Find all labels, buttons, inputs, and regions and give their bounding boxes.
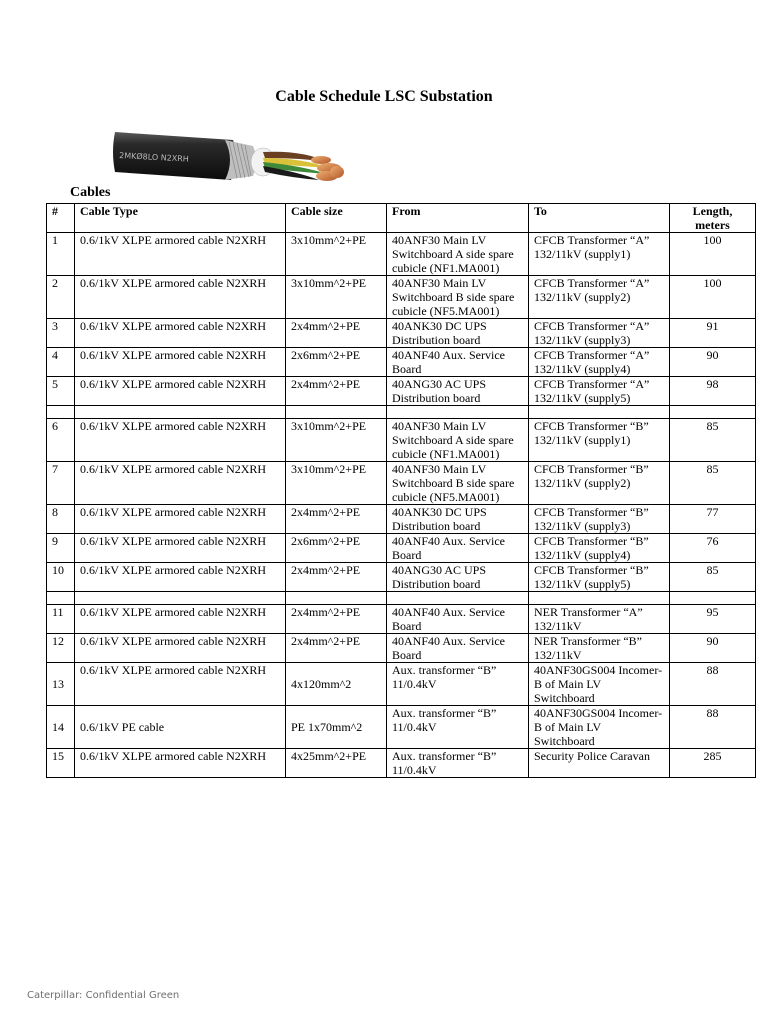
cell-cable-type: 0.6/1kV XLPE armored cable N2XRH <box>75 663 286 706</box>
cell-from: 40ANF40 Aux. Service Board <box>387 534 529 563</box>
cell-num: 6 <box>47 419 75 462</box>
separator-row <box>47 406 756 419</box>
cell-length: 91 <box>670 319 756 348</box>
cell-to: CFCB Transformer “A” 132/11kV (supply5) <box>529 377 670 406</box>
cell-cable-type: 0.6/1kV XLPE armored cable N2XRH <box>75 319 286 348</box>
cell-cable-type: 0.6/1kV XLPE armored cable N2XRH <box>75 563 286 592</box>
table-row <box>47 505 756 534</box>
cell-cable-type: 0.6/1kV XLPE armored cable N2XRH <box>75 505 286 534</box>
column-header: Cable Type <box>75 204 286 233</box>
cell-num: 3 <box>47 319 75 348</box>
cell-cable-size: 3x10mm^2+PE <box>286 276 387 319</box>
section-label: Cables <box>70 185 111 200</box>
empty-cell <box>286 592 387 605</box>
cell-to: CFCB Transformer “A” 132/11kV (supply1) <box>529 233 670 276</box>
table-row <box>47 233 756 276</box>
cell-cable-type: 0.6/1kV XLPE armored cable N2XRH <box>75 749 286 778</box>
cell-cable-type: 0.6/1kV XLPE armored cable N2XRH <box>75 276 286 319</box>
separator-row <box>47 592 756 605</box>
table-row <box>47 706 756 749</box>
cell-length: 76 <box>670 534 756 563</box>
cell-num: 8 <box>47 505 75 534</box>
cell-cable-size: 2x4mm^2+PE <box>286 505 387 534</box>
cell-cable-size: 4x25mm^2+PE <box>286 749 387 778</box>
cell-to: CFCB Transformer “A” 132/11kV (supply4) <box>529 348 670 377</box>
cell-cable-type: 0.6/1kV XLPE armored cable N2XRH <box>75 462 286 505</box>
cell-num: 13 <box>47 663 75 706</box>
cell-from: 40ANG30 AC UPS Distribution board <box>387 377 529 406</box>
cell-cable-size: 2x4mm^2+PE <box>286 377 387 406</box>
cell-length: 285 <box>670 749 756 778</box>
table-row <box>47 319 756 348</box>
cell-cable-type: 0.6/1kV XLPE armored cable N2XRH <box>75 377 286 406</box>
cell-from: Aux. transformer “B” 11/0.4kV <box>387 706 529 749</box>
cell-num: 14 <box>47 706 75 749</box>
cell-length: 90 <box>670 348 756 377</box>
cell-to: CFCB Transformer “A” 132/11kV (supply3) <box>529 319 670 348</box>
cell-num: 7 <box>47 462 75 505</box>
cell-num: 4 <box>47 348 75 377</box>
confidentiality-footer: Caterpillar: Confidential Green <box>27 990 180 1001</box>
cell-to: CFCB Transformer “B” 132/11kV (supply4) <box>529 534 670 563</box>
cell-cable-size: 3x10mm^2+PE <box>286 419 387 462</box>
cell-cable-type: 0.6/1kV PE cable <box>75 706 286 749</box>
cell-from: 40ANF30 Main LV Switchboard B side spare cubicle (NF5.MA001) <box>387 462 529 505</box>
cell-length: 85 <box>670 563 756 592</box>
cell-cable-type: 0.6/1kV XLPE armored cable N2XRH <box>75 605 286 634</box>
cell-from: 40ANK30 DC UPS Distribution board <box>387 319 529 348</box>
cell-cable-type: 0.6/1kV XLPE armored cable N2XRH <box>75 233 286 276</box>
cell-length: 88 <box>670 663 756 706</box>
cell-length: 100 <box>670 276 756 319</box>
cell-to: NER Transformer “A” 132/11kV <box>529 605 670 634</box>
cell-num: 10 <box>47 563 75 592</box>
cell-cable-size: 2x6mm^2+PE <box>286 348 387 377</box>
table-row <box>47 605 756 634</box>
cell-length: 85 <box>670 419 756 462</box>
empty-cell <box>387 592 529 605</box>
cell-cable-size: 3x10mm^2+PE <box>286 462 387 505</box>
table-row <box>47 534 756 563</box>
cell-num: 2 <box>47 276 75 319</box>
cell-cable-size: 2x4mm^2+PE <box>286 563 387 592</box>
table-body <box>47 233 756 778</box>
empty-cell <box>387 406 529 419</box>
cell-to: 40ANF30GS004 Incomer-B of Main LV Switchboard <box>529 706 670 749</box>
empty-cell <box>286 406 387 419</box>
cell-from: 40ANG30 AC UPS Distribution board <box>387 563 529 592</box>
cell-from: 40ANF40 Aux. Service Board <box>387 348 529 377</box>
cell-num: 15 <box>47 749 75 778</box>
cell-to: 40ANF30GS004 Incomer-B of Main LV Switchboard <box>529 663 670 706</box>
empty-cell <box>47 592 75 605</box>
cell-length: 100 <box>670 233 756 276</box>
column-header: Cable size <box>286 204 387 233</box>
cell-length: 98 <box>670 377 756 406</box>
cell-num: 1 <box>47 233 75 276</box>
cell-from: 40ANF40 Aux. Service Board <box>387 634 529 663</box>
cable-jacket-text: 2MKØ8LO N2XRH <box>118 151 190 164</box>
cell-num: 12 <box>47 634 75 663</box>
cell-length: 95 <box>670 605 756 634</box>
cable-table <box>46 203 756 778</box>
table-header <box>47 204 756 233</box>
cell-from: 40ANF30 Main LV Switchboard A side spare cubicle (NF1.MA001) <box>387 233 529 276</box>
cell-cable-size: 2x6mm^2+PE <box>286 534 387 563</box>
column-header: Length, meters <box>670 204 756 233</box>
table-row <box>47 419 756 462</box>
cell-length: 77 <box>670 505 756 534</box>
cell-to: CFCB Transformer “B” 132/11kV (supply2) <box>529 462 670 505</box>
column-header: From <box>387 204 529 233</box>
cell-from: 40ANF30 Main LV Switchboard B side spare cubicle (NF5.MA001) <box>387 276 529 319</box>
table-row <box>47 663 756 706</box>
cable-photo <box>113 128 345 190</box>
cell-from: Aux. transformer “B” 11/0.4kV <box>387 749 529 778</box>
cell-num: 5 <box>47 377 75 406</box>
cell-cable-size: 4x120mm^2 <box>286 663 387 706</box>
empty-cell <box>670 592 756 605</box>
empty-cell <box>75 592 286 605</box>
column-header: # <box>47 204 75 233</box>
cell-to: NER Transformer “B” 132/11kV <box>529 634 670 663</box>
cell-cable-size: 2x4mm^2+PE <box>286 634 387 663</box>
cell-from: 40ANK30 DC UPS Distribution board <box>387 505 529 534</box>
cell-cable-type: 0.6/1kV XLPE armored cable N2XRH <box>75 534 286 563</box>
cell-num: 11 <box>47 605 75 634</box>
cell-from: 40ANF40 Aux. Service Board <box>387 605 529 634</box>
table-row <box>47 276 756 319</box>
empty-cell <box>529 592 670 605</box>
empty-cell <box>75 406 286 419</box>
cell-length: 88 <box>670 706 756 749</box>
cell-length: 85 <box>670 462 756 505</box>
empty-cell <box>47 406 75 419</box>
table-row <box>47 749 756 778</box>
table-row <box>47 348 756 377</box>
table-row <box>47 377 756 406</box>
cell-to: CFCB Transformer “B” 132/11kV (supply3) <box>529 505 670 534</box>
cell-cable-type: 0.6/1kV XLPE armored cable N2XRH <box>75 348 286 377</box>
table-row <box>47 563 756 592</box>
empty-cell <box>529 406 670 419</box>
cell-num: 9 <box>47 534 75 563</box>
cell-from: 40ANF30 Main LV Switchboard A side spare cubicle (NF1.MA001) <box>387 419 529 462</box>
cell-cable-size: PE 1x70mm^2 <box>286 706 387 749</box>
cell-cable-size: 2x4mm^2+PE <box>286 319 387 348</box>
cell-from: Aux. transformer “B” 11/0.4kV <box>387 663 529 706</box>
table-row <box>47 634 756 663</box>
page-title: Cable Schedule LSC Substation <box>275 88 493 105</box>
cell-to: CFCB Transformer “B” 132/11kV (supply5) <box>529 563 670 592</box>
cell-cable-type: 0.6/1kV XLPE armored cable N2XRH <box>75 634 286 663</box>
cell-to: Security Police Caravan <box>529 749 670 778</box>
cell-length: 90 <box>670 634 756 663</box>
table-row <box>47 462 756 505</box>
empty-cell <box>670 406 756 419</box>
cell-to: CFCB Transformer “B” 132/11kV (supply1) <box>529 419 670 462</box>
cell-to: CFCB Transformer “A” 132/11kV (supply2) <box>529 276 670 319</box>
cell-cable-type: 0.6/1kV XLPE armored cable N2XRH <box>75 419 286 462</box>
column-header: To <box>529 204 670 233</box>
cell-cable-size: 2x4mm^2+PE <box>286 605 387 634</box>
cell-cable-size: 3x10mm^2+PE <box>286 233 387 276</box>
